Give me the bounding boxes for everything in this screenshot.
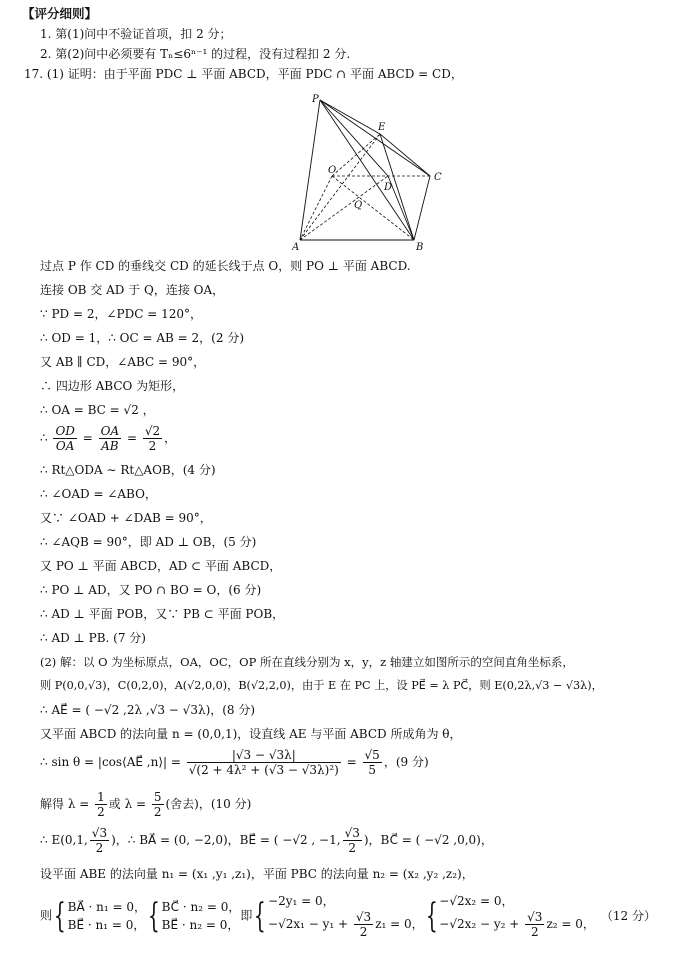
- proof-line: ∴ PO ⊥ AD，又 PO ∩ BO = O，(6 分): [40, 583, 262, 597]
- proof-line: 过点 P 作 CD 的垂线交 CD 的延长线于点 O，则 PO ⊥ 平面 ABCD.: [40, 259, 411, 273]
- proof-line: ∵ PD = 2，∠PDC = 120°，: [40, 307, 202, 321]
- label-C: C: [434, 172, 442, 183]
- proof-line: ∴ AD ⊥ PB. (7 分): [40, 631, 146, 645]
- proof-line: ∴ AD ⊥ 平面 POB，又∵ PB ⊂ 平面 POB，: [40, 607, 285, 621]
- part2-line: 又平面 ABCD 的法向量 n = (0,0,1)，设直线 AE 与平面 ABCD 所成角为 θ，: [40, 727, 462, 741]
- label-A: A: [292, 242, 300, 253]
- geometry-figure: [292, 90, 462, 254]
- label-D: D: [384, 182, 393, 193]
- label-P: P: [312, 94, 319, 105]
- equation-system: 则{ BA⃗ · n₁ = 0， BE⃗ · n₁ = 0， { BC⃗ · n₂ = 0， BE⃗ · n₂ = 0， 即{ −2y₁ = 0， −√2x₁ − y₁ + $\frac{√3}{2}$ z₁ = 0， { −√2x₂ = 0， −√2x₂ − y₂ + $\frac{√3}{2}$ z₂ = 0， （12 分）: [40, 894, 656, 939]
- proof-line: ∴ 四边形 ABCO 为矩形，: [40, 379, 185, 393]
- label-Q: Q: [354, 200, 363, 211]
- proof-line: 又 PO ⊥ 平面 ABCD，AD ⊂ 平面 ABCD，: [40, 559, 282, 573]
- normal-vector-line: 设平面 ABE 的法向量 n₁ = (x₁ ,y₁ ,z₁)，平面 PBC 的法向量 n₂ = (x₂ ,y₂ ,z₂)，: [40, 867, 474, 881]
- proof-line: ∴ OD = 1，∴ OC = AB = 2，(2 分): [40, 331, 244, 345]
- proof-line: ∴ ∠OAD = ∠ABO，: [40, 487, 157, 501]
- rule-line: 1. 第(1)问中不验证首项，扣 2 分；: [40, 27, 232, 41]
- label-E: E: [378, 122, 386, 133]
- proof-line: ∴ OA = BC = √2 ，: [40, 403, 155, 417]
- proof-line: 又 AB ∥ CD，∠ABC = 90°，: [40, 355, 206, 369]
- rule-line: 2. 第(2)问中必须要有 Tₙ≤6ⁿ⁻¹ 的过程，没有过程扣 2 分.: [40, 47, 351, 61]
- part2-line: (2) 解：以 O 为坐标原点，OA，OC，OP 所在直线分别为 x，y，z 轴建立如图所示的空间直角坐标系，: [40, 655, 574, 669]
- solve-line: 解得 λ = $\frac{1}{2}$ 或 λ = $\frac{5}{2}$ (舍去)，(10 分): [40, 790, 252, 819]
- part2-line: 则 P(0,0,√3)，C(0,2,0)，A(√2,0,0)，B(√2,2,0)，由于 E 在 PC 上，设 PE⃗ = λ PC⃗，则 E(0,2λ,√3 − √3λ)，: [40, 679, 603, 692]
- part2-line: ∴ AE⃗ = ( −√2 ,2λ ,√3 − √3λ)，(8 分): [40, 703, 256, 717]
- sin-line: ∴ sin θ = |cos⟨AE⃗ ,n⟩| = $\frac{|√3 - √3\lambda|}{\text{√(2 + 4λ² + (√3 − √3λ)²)}}$ = $\frac{√5}{5}$ ，(9 分): [40, 748, 429, 777]
- question-17-intro: 17. (1) 证明：由于平面 PDC ⊥ 平面 ABCD，平面 PDC ∩ 平面 ABCD = CD，: [24, 67, 463, 81]
- label-B: B: [416, 242, 424, 253]
- e-coordinates-line: ∴ E(0,1, $\frac{√3}{2}$ )，∴ BA⃗ = (0, −2,0)，BE⃗ = ( −√2 , −1, $\frac{√3}{2}$ )，BC⃗ = ( −√2 ,0,0)，: [40, 826, 493, 855]
- proof-line: 连接 OB 交 AD 于 Q，连接 OA，: [40, 283, 225, 297]
- proof-line: ∴ ∠AQB = 90°，即 AD ⊥ OB，(5 分): [40, 535, 257, 549]
- proof-line: 又∵ ∠OAD + ∠DAB = 90°，: [40, 511, 212, 525]
- proof-line: ∴ Rt△ODA ∼ Rt△AOB，(4 分): [40, 463, 216, 477]
- label-O: O: [328, 165, 337, 176]
- section-header: 【评分细则】: [22, 6, 98, 21]
- ratio-line: ∴ $\frac{OD}{OA}$ = $\frac{OA}{AB}$ = $\frac{√2}{2}$ ，: [40, 424, 177, 453]
